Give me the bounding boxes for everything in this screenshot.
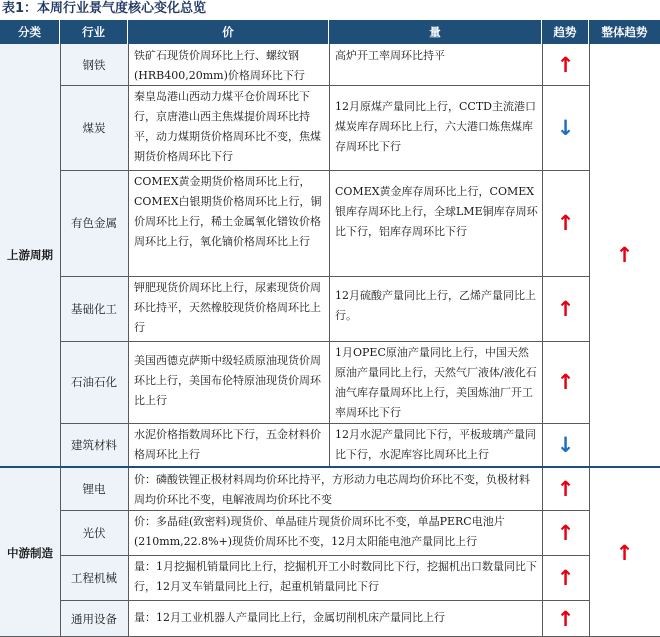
industry-steel: 钢铁: [60, 44, 128, 85]
industry-construction-machinery: 工程机械: [60, 555, 128, 600]
industry-photovoltaic: 光伏: [60, 510, 128, 555]
header-industry: 行业: [60, 20, 128, 44]
volume-chemicals: 12月硫酸产量同比上行，乙烯产量同比上行。: [335, 289, 536, 322]
row-divider: [60, 600, 589, 601]
industry-overview-table: [0, 20, 660, 637]
header-price: 价: [128, 20, 329, 44]
industry-general-equipment: 通用设备: [60, 600, 128, 637]
volume-coal: 12月原煤产量同比上行，CCTD主流港口煤炭库存周环比上行，六大港口炼焦煤库存周环比下行: [335, 100, 536, 153]
row-divider: [60, 85, 589, 86]
group-upstream: [0, 44, 60, 466]
industry-lithium: 锂电: [60, 468, 128, 510]
trend-arrow-icon: ↑: [556, 211, 575, 235]
price-steel: 铁矿石现货价周环比上行、螺纹钢(HRB400,20mm)价格周环比下行: [134, 49, 305, 82]
group-midstream-label: 中游制造: [7, 545, 53, 560]
industry-coal: 煤炭: [60, 85, 128, 170]
table-title: 表1：本周行业景气度核心变化总览: [2, 1, 207, 16]
industry-petrochem: 石油石化: [60, 341, 128, 423]
volume-nonferrous: COMEX黄金库存周环比上行，COMEX银库存周环比上行，全球LME铜库存周环比下行，铝库存周环比下行: [335, 185, 538, 238]
industry-nonferrous: 有色金属: [60, 170, 128, 276]
header-category: 分类: [0, 20, 60, 44]
trend-arrow-icon: ↑: [556, 565, 575, 590]
trend-arrow-icon: ↓: [556, 432, 575, 457]
overall-trend-midstream-icon: ↑: [615, 540, 634, 565]
merged-general-equipment: 量：12月工业机器人产量同比上行，金属切削机床产量同比上行: [134, 611, 445, 624]
row-divider: [60, 170, 589, 171]
price-building-materials: 水泥价格指数周环比下行，五金材料价格周环比上行: [134, 428, 321, 461]
trend-arrow-icon: ↑: [556, 520, 575, 545]
volume-building-materials: 12月水泥产量同比下行，平板玻璃产量同比下行，水泥库容比周环比上行: [335, 428, 536, 461]
group-midstream: [0, 468, 60, 637]
merged-photovoltaic: 价：多晶硅(致密料)现货价、单晶硅片现货价周环比不变，单晶PERC电池片(210mm,22.8%+)现货价周环比不变，12月太阳能电池产量同比上行: [134, 515, 505, 548]
trend-arrow-icon: ↑: [556, 52, 575, 77]
header-volume: 量: [329, 20, 542, 44]
merged-construction-machinery: 量：1月挖掘机销量同比上行，挖掘机开工小时数同比下行，挖掘机出口数量同比下行，12月叉车销量同比上行，起重机销量同比下行: [134, 560, 537, 593]
trend-arrow-icon: ↑: [556, 370, 575, 394]
price-nonferrous: COMEX黄金期货价格周环比上行，COMEX白银期货价格周环比上行，铜价周环比上行，稀土金属氧化镨钕价格周环比上行，氧化镝价格周环比上行: [134, 175, 322, 248]
trend-arrow-icon: ↑: [556, 296, 575, 321]
merged-lithium: 价：磷酸铁锂正极材料周均价环比持平，方形动力电芯周均价环比不变，负极材料周均价环比不变，电解液周均价环比不变: [134, 473, 530, 506]
row-divider: [60, 423, 589, 424]
header-overall-trend: 整体趋势: [589, 20, 660, 44]
row-divider: [60, 510, 589, 511]
price-coal: 秦皇岛港山西动力煤平仓价周环比下行，京唐港山西主焦煤提价周环比持平，动力煤期货价格周环比不变，焦煤期货价格周环比下行: [134, 90, 321, 163]
price-petrochem: 美国西德克萨斯中级轻质原油现货价周环比上行，美国布伦特原油现货价周环比上行: [134, 354, 321, 407]
trend-arrow-icon: ↑: [556, 606, 575, 631]
group-divider: [0, 466, 660, 468]
volume-steel: 高炉开工率周环比持平: [335, 49, 445, 62]
trend-arrow-icon: ↓: [556, 115, 575, 140]
row-divider: [60, 555, 589, 556]
row-divider: [60, 341, 589, 342]
header-trend: 趋势: [542, 20, 589, 44]
industry-building-materials: 建筑材料: [60, 423, 128, 466]
trend-arrow-icon: ↑: [556, 477, 575, 501]
industry-chemicals: 基础化工: [60, 276, 128, 341]
volume-petrochem: 1月OPEC原油产量同比上行，中国天然原油产量同比上行，天然气厂液体/液化石油气库存量周环比上行，美国炼油厂开工率周环比下行: [335, 346, 537, 419]
col-divider: [329, 44, 330, 466]
overall-trend-upstream-icon: ↑: [615, 243, 634, 267]
col-divider: [589, 44, 590, 637]
group-upstream-label: 上游周期: [7, 248, 53, 262]
price-chemicals: 钾肥现货价周环比上行，尿素现货价周环比持平，天然橡胶现货价格周环比上行: [134, 281, 321, 334]
row-divider: [60, 276, 589, 277]
